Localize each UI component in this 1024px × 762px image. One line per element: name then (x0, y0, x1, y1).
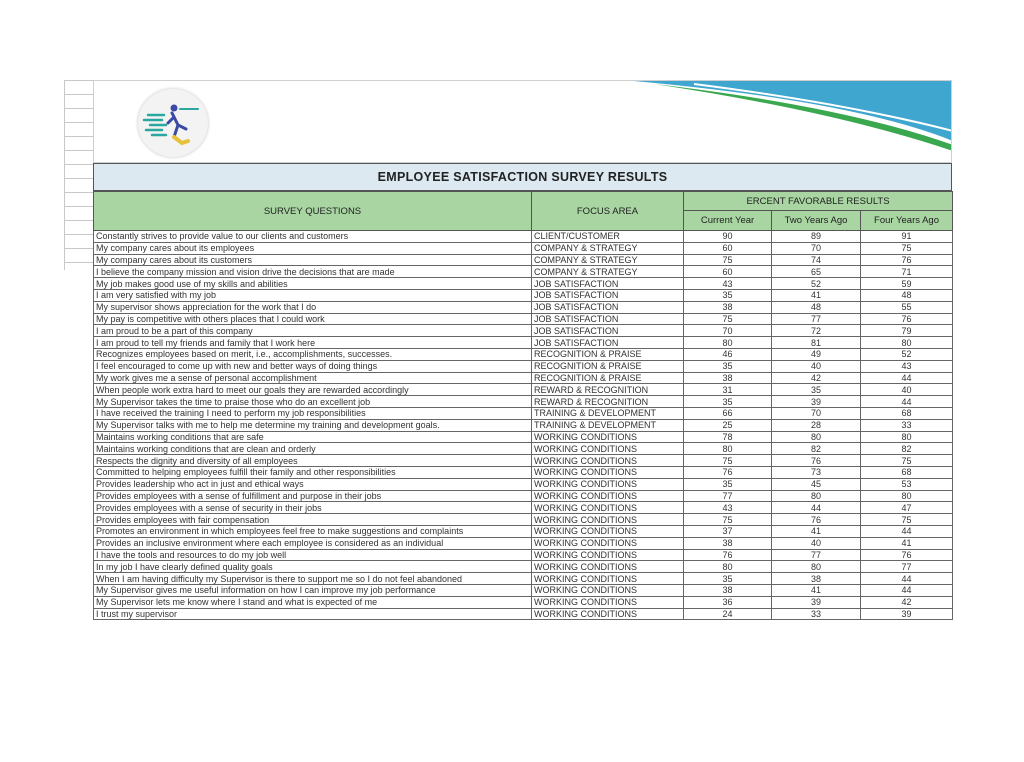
current-year-cell: 35 (684, 396, 772, 408)
table-row (94, 573, 953, 585)
focus-area-cell: WORKING CONDITIONS (532, 537, 684, 549)
focus-area-cell: WORKING CONDITIONS (532, 584, 684, 596)
focus-area-cell: REWARD & RECOGNITION (532, 384, 684, 396)
question-cell: In my job I have clearly defined quality goals (94, 561, 532, 573)
four-years-ago-cell: 55 (861, 301, 953, 313)
four-years-ago-cell: 53 (861, 478, 953, 490)
focus-area-cell: WORKING CONDITIONS (532, 466, 684, 478)
document-title: EMPLOYEE SATISFACTION SURVEY RESULTS (93, 163, 952, 191)
focus-area-cell: TRAINING & DEVELOPMENT (532, 407, 684, 419)
focus-area-cell: COMPANY & STRATEGY (532, 266, 684, 278)
two-years-ago-cell: 76 (772, 455, 861, 467)
two-years-ago-cell: 41 (772, 584, 861, 596)
two-years-ago-cell: 82 (772, 443, 861, 455)
focus-area-cell: WORKING CONDITIONS (532, 455, 684, 467)
question-cell: My Supervisor talks with me to help me determine my training and development goals. (94, 419, 532, 431)
four-years-ago-cell: 44 (861, 573, 953, 585)
question-cell: My pay is competitive with others places that I could work (94, 313, 532, 325)
question-cell: My supervisor shows appreciation for the work that I do (94, 301, 532, 313)
two-years-ago-cell: 70 (772, 407, 861, 419)
current-year-cell: 75 (684, 254, 772, 266)
table-row (94, 561, 953, 573)
four-years-ago-cell: 47 (861, 502, 953, 514)
current-year-cell: 46 (684, 348, 772, 360)
table-row (94, 266, 953, 278)
four-years-ago-cell: 75 (861, 242, 953, 254)
question-cell: My job makes good use of my skills and abilities (94, 278, 532, 290)
four-years-ago-cell: 71 (861, 266, 953, 278)
current-year-cell: 75 (684, 455, 772, 467)
table-row (94, 490, 953, 502)
current-year-cell: 80 (684, 443, 772, 455)
decorative-swoosh (634, 81, 952, 151)
table-row (94, 549, 953, 561)
survey-table (93, 191, 953, 620)
four-years-ago-cell: 80 (861, 337, 953, 349)
table-row (94, 443, 953, 455)
focus-area-cell: JOB SATISFACTION (532, 301, 684, 313)
table-row (94, 360, 953, 372)
table-row (94, 419, 953, 431)
two-years-ago-cell: 45 (772, 478, 861, 490)
four-years-ago-cell: 59 (861, 278, 953, 290)
question-cell: Committed to helping employees fulfill their family and other responsibilities (94, 466, 532, 478)
table-row (94, 502, 953, 514)
question-cell: I trust my supervisor (94, 608, 532, 620)
col-current-year: Current Year (684, 211, 772, 231)
current-year-cell: 77 (684, 490, 772, 502)
two-years-ago-cell: 70 (772, 242, 861, 254)
question-cell: I am proud to tell my friends and family that I work here (94, 337, 532, 349)
four-years-ago-cell: 39 (861, 608, 953, 620)
current-year-cell: 76 (684, 466, 772, 478)
current-year-cell: 35 (684, 360, 772, 372)
table-row (94, 372, 953, 384)
col-group-percent-favorable: ERCENT FAVORABLE RESULTS (684, 192, 953, 211)
four-years-ago-cell: 40 (861, 384, 953, 396)
two-years-ago-cell: 41 (772, 525, 861, 537)
runner-logo-icon (138, 89, 208, 157)
current-year-cell: 80 (684, 337, 772, 349)
two-years-ago-cell: 81 (772, 337, 861, 349)
question-cell: Constantly strives to provide value to our clients and customers (94, 231, 532, 243)
four-years-ago-cell: 44 (861, 584, 953, 596)
col-focus-area: FOCUS AREA (532, 192, 684, 231)
four-years-ago-cell: 48 (861, 289, 953, 301)
question-cell: Provides employees with fair compensation (94, 514, 532, 526)
question-cell: I have received the training I need to perform my job responsibilities (94, 407, 532, 419)
focus-area-cell: WORKING CONDITIONS (532, 490, 684, 502)
current-year-cell: 76 (684, 549, 772, 561)
question-cell: I feel encouraged to come up with new and better ways of doing things (94, 360, 532, 372)
question-cell: Provides employees with a sense of security in their jobs (94, 502, 532, 514)
current-year-cell: 70 (684, 325, 772, 337)
col-two-years-ago: Two Years Ago (772, 211, 861, 231)
question-cell: My work gives me a sense of personal accomplishment (94, 372, 532, 384)
two-years-ago-cell: 74 (772, 254, 861, 266)
question-cell: My Supervisor takes the time to praise those who do an excellent job (94, 396, 532, 408)
header-band (93, 80, 952, 163)
focus-area-cell: WORKING CONDITIONS (532, 549, 684, 561)
focus-area-cell: WORKING CONDITIONS (532, 596, 684, 608)
table-row (94, 584, 953, 596)
four-years-ago-cell: 80 (861, 490, 953, 502)
four-years-ago-cell: 52 (861, 348, 953, 360)
table-row (94, 455, 953, 467)
spreadsheet-gridlines (64, 80, 94, 270)
current-year-cell: 43 (684, 502, 772, 514)
question-cell: My company cares about its employees (94, 242, 532, 254)
table-row (94, 348, 953, 360)
current-year-cell: 80 (684, 561, 772, 573)
question-cell: I am proud to be a part of this company (94, 325, 532, 337)
four-years-ago-cell: 33 (861, 419, 953, 431)
table-row (94, 396, 953, 408)
focus-area-cell: WORKING CONDITIONS (532, 573, 684, 585)
current-year-cell: 60 (684, 266, 772, 278)
current-year-cell: 25 (684, 419, 772, 431)
four-years-ago-cell: 76 (861, 549, 953, 561)
focus-area-cell: JOB SATISFACTION (532, 289, 684, 301)
question-cell: Maintains working conditions that are clean and orderly (94, 443, 532, 455)
question-cell: Provides leadership who act in just and ethical ways (94, 478, 532, 490)
four-years-ago-cell: 91 (861, 231, 953, 243)
focus-area-cell: WORKING CONDITIONS (532, 561, 684, 573)
table-row (94, 537, 953, 549)
two-years-ago-cell: 72 (772, 325, 861, 337)
focus-area-cell: COMPANY & STRATEGY (532, 254, 684, 266)
two-years-ago-cell: 41 (772, 289, 861, 301)
table-row (94, 242, 953, 254)
current-year-cell: 90 (684, 231, 772, 243)
current-year-cell: 75 (684, 313, 772, 325)
table-row (94, 514, 953, 526)
two-years-ago-cell: 80 (772, 431, 861, 443)
survey-sheet (93, 80, 952, 618)
current-year-cell: 66 (684, 407, 772, 419)
two-years-ago-cell: 76 (772, 514, 861, 526)
four-years-ago-cell: 75 (861, 514, 953, 526)
four-years-ago-cell: 44 (861, 372, 953, 384)
question-cell: I believe the company mission and vision drive the decisions that are made (94, 266, 532, 278)
question-cell: When I am having difficulty my Supervisor is there to support me so I do not feel abandoned (94, 573, 532, 585)
two-years-ago-cell: 89 (772, 231, 861, 243)
focus-area-cell: JOB SATISFACTION (532, 278, 684, 290)
col-survey-questions: SURVEY QUESTIONS (94, 192, 532, 231)
current-year-cell: 24 (684, 608, 772, 620)
two-years-ago-cell: 44 (772, 502, 861, 514)
focus-area-cell: TRAINING & DEVELOPMENT (532, 419, 684, 431)
two-years-ago-cell: 40 (772, 360, 861, 372)
four-years-ago-cell: 82 (861, 443, 953, 455)
table-row (94, 608, 953, 620)
focus-area-cell: WORKING CONDITIONS (532, 502, 684, 514)
two-years-ago-cell: 28 (772, 419, 861, 431)
question-cell: Recognizes employees based on merit, i.e., accomplishments, successes. (94, 348, 532, 360)
two-years-ago-cell: 40 (772, 537, 861, 549)
four-years-ago-cell: 79 (861, 325, 953, 337)
question-cell: When people work extra hard to meet our goals they are rewarded accordingly (94, 384, 532, 396)
question-cell: Promotes an environment in which employees feel free to make suggestions and complaints (94, 525, 532, 537)
current-year-cell: 38 (684, 301, 772, 313)
four-years-ago-cell: 76 (861, 313, 953, 325)
two-years-ago-cell: 33 (772, 608, 861, 620)
question-cell: Respects the dignity and diversity of all employees (94, 455, 532, 467)
table-row (94, 325, 953, 337)
table-row (94, 231, 953, 243)
focus-area-cell: WORKING CONDITIONS (532, 443, 684, 455)
current-year-cell: 38 (684, 372, 772, 384)
four-years-ago-cell: 80 (861, 431, 953, 443)
current-year-cell: 78 (684, 431, 772, 443)
table-row (94, 466, 953, 478)
two-years-ago-cell: 39 (772, 396, 861, 408)
two-years-ago-cell: 35 (772, 384, 861, 396)
current-year-cell: 36 (684, 596, 772, 608)
two-years-ago-cell: 38 (772, 573, 861, 585)
two-years-ago-cell: 80 (772, 561, 861, 573)
two-years-ago-cell: 77 (772, 313, 861, 325)
question-cell: My company cares about its customers (94, 254, 532, 266)
focus-area-cell: JOB SATISFACTION (532, 337, 684, 349)
four-years-ago-cell: 44 (861, 525, 953, 537)
question-cell: My Supervisor lets me know where I stand and what is expected of me (94, 596, 532, 608)
two-years-ago-cell: 73 (772, 466, 861, 478)
two-years-ago-cell: 39 (772, 596, 861, 608)
table-row (94, 313, 953, 325)
two-years-ago-cell: 49 (772, 348, 861, 360)
focus-area-cell: REWARD & RECOGNITION (532, 396, 684, 408)
two-years-ago-cell: 48 (772, 301, 861, 313)
current-year-cell: 35 (684, 478, 772, 490)
table-row (94, 278, 953, 290)
focus-area-cell: WORKING CONDITIONS (532, 431, 684, 443)
four-years-ago-cell: 68 (861, 466, 953, 478)
table-row (94, 596, 953, 608)
table-row (94, 384, 953, 396)
table-row (94, 289, 953, 301)
four-years-ago-cell: 75 (861, 455, 953, 467)
focus-area-cell: WORKING CONDITIONS (532, 514, 684, 526)
table-row (94, 525, 953, 537)
table-row (94, 407, 953, 419)
current-year-cell: 38 (684, 537, 772, 549)
focus-area-cell: CLIENT/CUSTOMER (532, 231, 684, 243)
focus-area-cell: WORKING CONDITIONS (532, 478, 684, 490)
four-years-ago-cell: 42 (861, 596, 953, 608)
table-row (94, 431, 953, 443)
two-years-ago-cell: 80 (772, 490, 861, 502)
table-row (94, 301, 953, 313)
table-row (94, 254, 953, 266)
focus-area-cell: RECOGNITION & PRAISE (532, 348, 684, 360)
focus-area-cell: WORKING CONDITIONS (532, 608, 684, 620)
four-years-ago-cell: 43 (861, 360, 953, 372)
current-year-cell: 75 (684, 514, 772, 526)
current-year-cell: 35 (684, 573, 772, 585)
two-years-ago-cell: 65 (772, 266, 861, 278)
two-years-ago-cell: 52 (772, 278, 861, 290)
question-cell: Provides employees with a sense of fulfillment and purpose in their jobs (94, 490, 532, 502)
four-years-ago-cell: 44 (861, 396, 953, 408)
focus-area-cell: RECOGNITION & PRAISE (532, 360, 684, 372)
four-years-ago-cell: 68 (861, 407, 953, 419)
question-cell: My Supervisor gives me useful information on how I can improve my job performance (94, 584, 532, 596)
focus-area-cell: JOB SATISFACTION (532, 313, 684, 325)
current-year-cell: 60 (684, 242, 772, 254)
focus-area-cell: WORKING CONDITIONS (532, 525, 684, 537)
question-cell: I have the tools and resources to do my job well (94, 549, 532, 561)
question-cell: Provides an inclusive environment where each employee is considered as an individual (94, 537, 532, 549)
two-years-ago-cell: 42 (772, 372, 861, 384)
col-four-years-ago: Four Years Ago (861, 211, 953, 231)
current-year-cell: 37 (684, 525, 772, 537)
focus-area-cell: COMPANY & STRATEGY (532, 242, 684, 254)
four-years-ago-cell: 41 (861, 537, 953, 549)
focus-area-cell: RECOGNITION & PRAISE (532, 372, 684, 384)
question-cell: I am very satisfied with my job (94, 289, 532, 301)
four-years-ago-cell: 76 (861, 254, 953, 266)
two-years-ago-cell: 77 (772, 549, 861, 561)
four-years-ago-cell: 77 (861, 561, 953, 573)
current-year-cell: 43 (684, 278, 772, 290)
current-year-cell: 38 (684, 584, 772, 596)
current-year-cell: 35 (684, 289, 772, 301)
table-row (94, 337, 953, 349)
current-year-cell: 31 (684, 384, 772, 396)
focus-area-cell: JOB SATISFACTION (532, 325, 684, 337)
question-cell: Maintains working conditions that are safe (94, 431, 532, 443)
table-row (94, 478, 953, 490)
